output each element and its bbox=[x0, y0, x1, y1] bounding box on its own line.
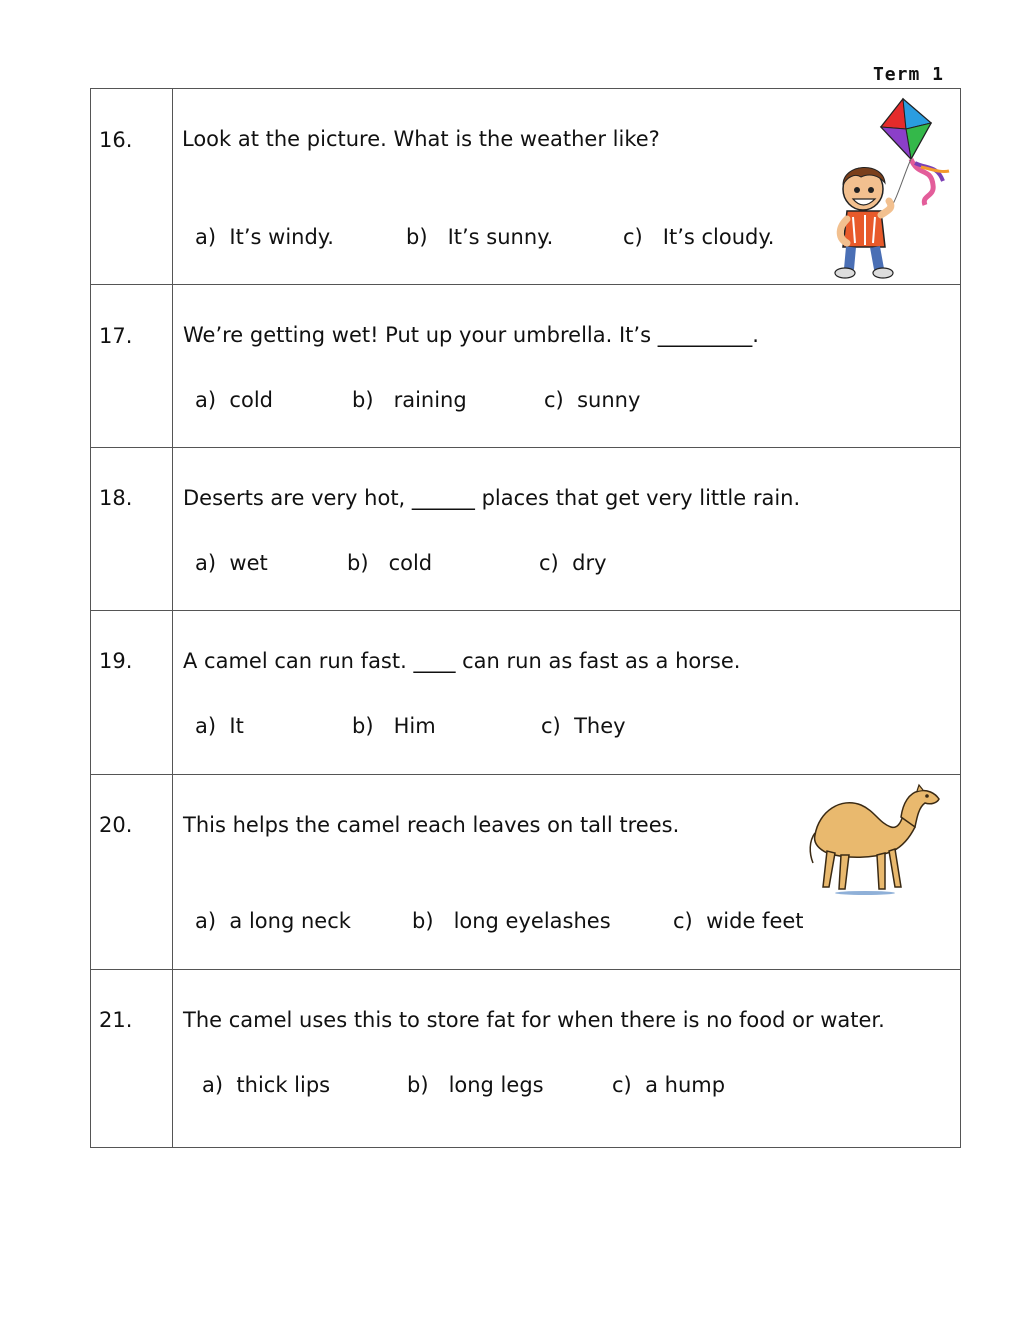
option-text: wet bbox=[229, 551, 268, 575]
option-text: a hump bbox=[645, 1073, 726, 1097]
option-text: long eyelashes bbox=[453, 909, 611, 933]
question-number: 17. bbox=[99, 324, 133, 348]
question-content-cell bbox=[173, 448, 961, 611]
option-letter: b) bbox=[407, 1073, 429, 1097]
option-text: It’s sunny. bbox=[447, 225, 554, 249]
option-letter: b) bbox=[406, 225, 428, 249]
option-letter: a) bbox=[195, 551, 217, 575]
option-text: raining bbox=[393, 388, 467, 412]
option-text: long legs bbox=[448, 1073, 544, 1097]
question-row-21 bbox=[91, 970, 961, 1148]
option-text: It’s cloudy. bbox=[662, 225, 775, 249]
option-letter: c) bbox=[541, 714, 561, 738]
option-letter: a) bbox=[195, 388, 217, 412]
question-content-cell bbox=[173, 611, 961, 775]
question-content-cell bbox=[173, 89, 961, 285]
option-a bbox=[195, 388, 273, 412]
question-content-cell bbox=[173, 285, 961, 448]
question-row-19 bbox=[91, 611, 961, 775]
option-letter: b) bbox=[347, 551, 369, 575]
question-prompt: We’re getting wet! Put up your umbrella. It’s _________. bbox=[183, 323, 759, 347]
boy-flying-kite-image bbox=[803, 97, 963, 281]
question-number: 21. bbox=[99, 1008, 133, 1032]
option-b bbox=[412, 909, 611, 933]
option-letter: c) bbox=[623, 225, 643, 249]
option-letter: b) bbox=[352, 714, 374, 738]
question-row-16 bbox=[91, 89, 961, 285]
option-c bbox=[544, 388, 640, 412]
option-text: It bbox=[229, 714, 244, 738]
option-letter: a) bbox=[202, 1073, 224, 1097]
option-text: sunny bbox=[577, 388, 641, 412]
option-a bbox=[195, 714, 244, 738]
option-letter: c) bbox=[539, 551, 559, 575]
option-text: Him bbox=[393, 714, 436, 738]
option-c bbox=[612, 1073, 725, 1097]
option-b bbox=[347, 551, 432, 575]
option-c bbox=[673, 909, 804, 933]
option-b bbox=[352, 714, 436, 738]
question-prompt: The camel uses this to store fat for when there is no food or water. bbox=[183, 1008, 885, 1032]
question-row-20 bbox=[91, 775, 961, 970]
question-number-cell bbox=[91, 285, 173, 448]
option-text: a long neck bbox=[229, 909, 351, 933]
option-letter: b) bbox=[412, 909, 434, 933]
question-content-cell bbox=[173, 775, 961, 970]
option-text: cold bbox=[388, 551, 433, 575]
option-text: thick lips bbox=[236, 1073, 331, 1097]
question-prompt: Deserts are very hot, ______ places that get very little rain. bbox=[183, 486, 801, 510]
question-number: 19. bbox=[99, 649, 133, 673]
option-letter: c) bbox=[612, 1073, 632, 1097]
option-c bbox=[623, 225, 774, 249]
option-b bbox=[406, 225, 553, 249]
option-a bbox=[202, 1073, 330, 1097]
question-content-cell bbox=[173, 970, 961, 1148]
option-text: It’s windy. bbox=[229, 225, 334, 249]
question-number-cell bbox=[91, 775, 173, 970]
question-number: 16. bbox=[99, 128, 133, 152]
option-a bbox=[195, 909, 351, 933]
question-prompt: Look at the picture. What is the weather like? bbox=[182, 127, 660, 151]
option-c bbox=[541, 714, 626, 738]
option-text: wide feet bbox=[706, 909, 804, 933]
option-letter: a) bbox=[195, 714, 217, 738]
question-row-17 bbox=[91, 285, 961, 448]
option-text: dry bbox=[572, 551, 607, 575]
option-a bbox=[195, 225, 334, 249]
option-c bbox=[539, 551, 607, 575]
option-letter: a) bbox=[195, 909, 217, 933]
question-prompt: A camel can run fast. ____ can run as fast as a horse. bbox=[183, 649, 741, 673]
option-a bbox=[195, 551, 268, 575]
question-number-cell bbox=[91, 448, 173, 611]
option-text: cold bbox=[229, 388, 273, 412]
option-letter: c) bbox=[673, 909, 693, 933]
option-letter: c) bbox=[544, 388, 564, 412]
option-letter: b) bbox=[352, 388, 374, 412]
question-prompt: This helps the camel reach leaves on tall trees. bbox=[183, 813, 680, 837]
option-b bbox=[407, 1073, 544, 1097]
question-table bbox=[90, 88, 961, 1148]
camel-image bbox=[805, 783, 945, 899]
question-number: 18. bbox=[99, 486, 133, 510]
question-number-cell bbox=[91, 89, 173, 285]
option-letter: a) bbox=[195, 225, 217, 249]
question-number-cell bbox=[91, 611, 173, 775]
option-b bbox=[352, 388, 467, 412]
question-number: 20. bbox=[99, 813, 133, 837]
option-text: They bbox=[574, 714, 626, 738]
question-row-18 bbox=[91, 448, 961, 611]
question-number-cell bbox=[91, 970, 173, 1148]
term-label: Term 1 bbox=[872, 64, 944, 85]
